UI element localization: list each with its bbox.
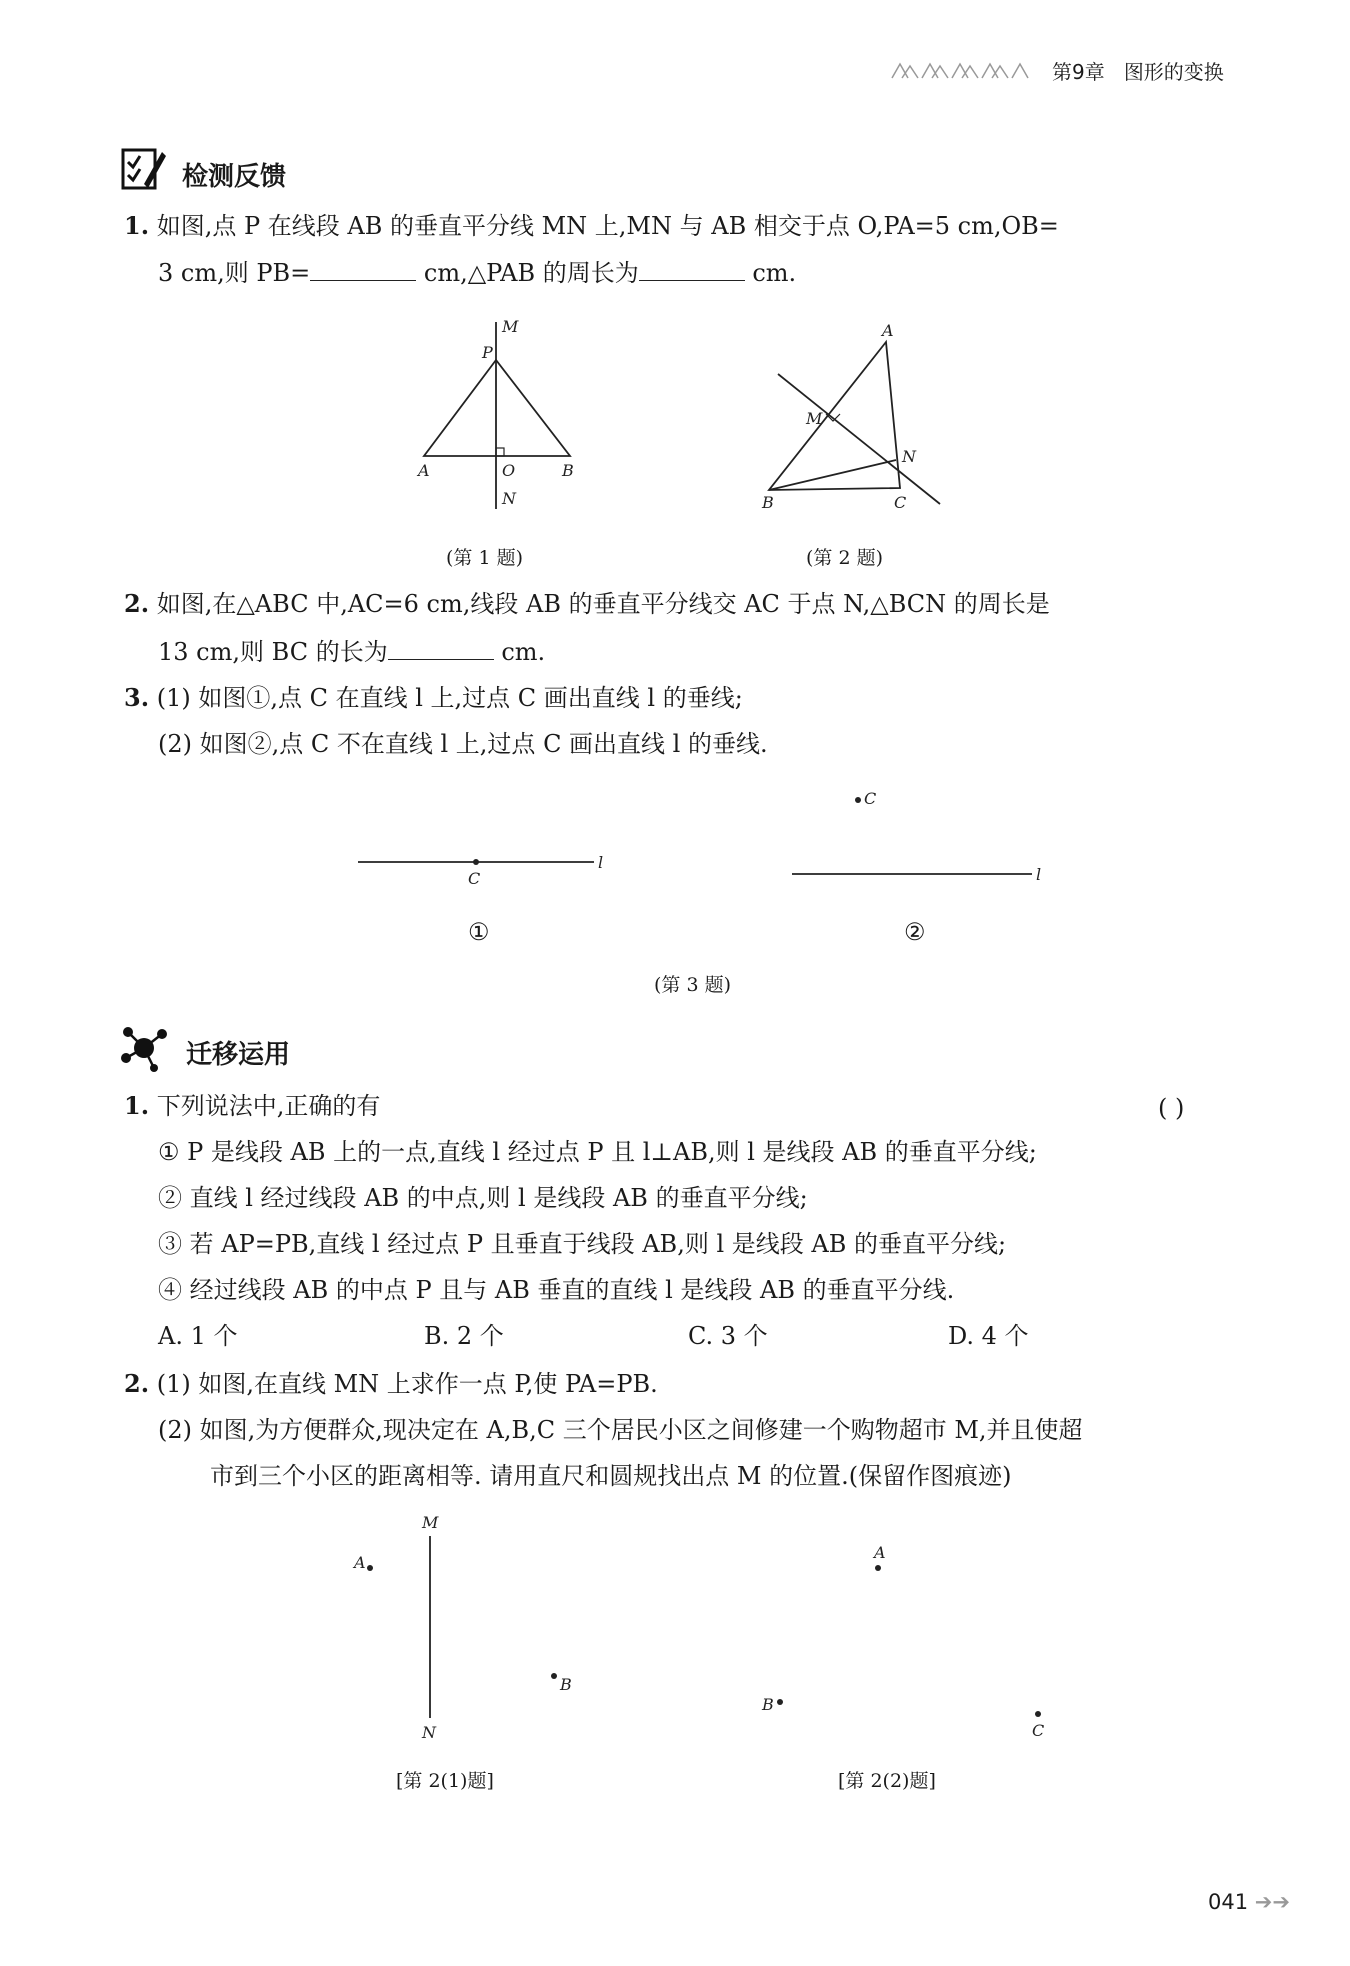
question-number: 1.	[124, 1091, 150, 1120]
option-c[interactable]: C. 3 个	[688, 1322, 768, 1350]
section-title-feedback: 检测反馈	[182, 162, 287, 192]
question-number: 2.	[124, 589, 150, 618]
question-3-line-2: (2) 如图②,点 C 不在直线 l 上,过点 C 画出直线 l 的垂线.	[158, 730, 768, 758]
label-b: B	[560, 1675, 572, 1694]
label-n: N	[502, 489, 516, 508]
question-number: 1.	[124, 211, 150, 240]
label-n: N	[902, 447, 916, 466]
option-b[interactable]: B. 2 个	[424, 1322, 504, 1350]
question-number: 2.	[124, 1369, 150, 1398]
point-a	[875, 1565, 881, 1571]
header-decoration	[890, 60, 1040, 80]
statement-3: ③ 若 AP=PB,直线 l 经过点 P 且垂直于线段 AB,则 l 是线段 AB 的垂直平分线;	[158, 1230, 1007, 1258]
point-c-2	[855, 797, 861, 803]
figure-2-2-caption: [第 2(2)题]	[838, 1770, 936, 1792]
point-b	[777, 1699, 783, 1705]
figure-2-caption: (第 2 题)	[806, 547, 883, 569]
figure-1-caption: (第 1 题)	[446, 547, 523, 569]
label-a: A	[874, 1543, 886, 1562]
option-a[interactable]: A. 1 个	[158, 1322, 238, 1350]
answer-blank[interactable]	[388, 641, 494, 660]
page-number: 041 ➔➔	[1208, 1890, 1290, 1914]
figure-2	[754, 318, 964, 518]
label-l-2: l	[1036, 865, 1042, 884]
figure-3	[350, 780, 1070, 900]
statement-1: ① P 是线段 AB 上的一点,直线 l 经过点 P 且 l⊥AB,则 l 是线段 AB 的垂直平分线;	[158, 1138, 1037, 1166]
label-l-1: l	[598, 853, 604, 872]
label-c: C	[894, 493, 907, 512]
label-b: B	[762, 493, 774, 512]
label-a: A	[882, 321, 894, 340]
figure-3-sub-2: ②	[904, 918, 926, 946]
question-1-line-1: 1. 如图,点 P 在线段 AB 的垂直平分线 MN 上,MN 与 AB 相交于点 O,PA=5 cm,OB=	[124, 211, 1059, 240]
figure-3-sub-1: ①	[468, 918, 490, 946]
statement-2: ② 直线 l 经过线段 AB 的中点,则 l 是线段 AB 的垂直平分线;	[158, 1184, 808, 1212]
question-2-line-1: 2. 如图,在△ABC 中,AC=6 cm,线段 AB 的垂直平分线交 AC 于点 N,△BCN 的周长是	[124, 589, 1050, 618]
practice-1-stem: 1. 下列说法中,正确的有	[124, 1091, 381, 1120]
label-p: P	[482, 343, 493, 362]
label-o: O	[502, 461, 516, 480]
label-a: A	[418, 461, 430, 480]
arrow-icons: ➔➔	[1254, 1890, 1290, 1914]
question-2-line-2: 13 cm,则 BC 的长为 cm.	[158, 638, 546, 666]
page-header	[1052, 56, 1224, 85]
label-m: M	[422, 1513, 439, 1532]
figure-2-1	[350, 1508, 590, 1748]
answer-parentheses[interactable]: ( )	[1158, 1094, 1185, 1122]
perpendicular-bisector	[778, 374, 940, 504]
practice-2-line-2: (2) 如图,为方便群众,现决定在 A,B,C 三个居民小区之间修建一个购物超市 M,并且使超	[158, 1416, 1083, 1444]
checklist-icon	[120, 144, 166, 192]
label-m: M	[502, 317, 519, 336]
section-title-application: 迁移运用	[186, 1040, 291, 1070]
figure-2-1-caption: [第 2(1)题]	[396, 1770, 494, 1792]
question-number: 3.	[124, 683, 150, 712]
point-c	[1035, 1711, 1041, 1717]
practice-2-line-3: 市到三个小区的距离相等. 请用直尺和圆规找出点 M 的位置.(保留作图痕迹)	[210, 1462, 1012, 1490]
figure-1	[410, 314, 590, 514]
figure-3-caption: (第 3 题)	[654, 974, 731, 996]
statement-4: ④ 经过线段 AB 的中点 P 且与 AB 垂直的直线 l 是线段 AB 的垂直平分线.	[158, 1276, 955, 1304]
label-b: B	[562, 461, 574, 480]
chapter-title: 图形的变换	[1123, 60, 1224, 84]
label-n: N	[422, 1723, 436, 1742]
figure-2-2	[750, 1540, 1070, 1740]
point-b	[551, 1673, 557, 1679]
chapter-number: 第9章	[1052, 60, 1105, 84]
triangle-abc	[769, 342, 900, 490]
question-1-line-2: 3 cm,则 PB= cm,△PAB 的周长为 cm.	[158, 259, 797, 287]
answer-blank[interactable]	[639, 262, 745, 281]
point-c-1	[473, 859, 479, 865]
triangle-pab	[424, 360, 570, 456]
molecule-icon	[120, 1024, 168, 1072]
option-d[interactable]: D. 4 个	[948, 1322, 1029, 1350]
label-c: C	[1032, 1721, 1045, 1740]
practice-2-line-1: 2. (1) 如图,在直线 MN 上求作一点 P,使 PA=PB.	[124, 1369, 658, 1398]
label-b: B	[762, 1695, 774, 1714]
label-m: M	[806, 409, 823, 428]
right-angle-mark	[496, 448, 504, 456]
label-a: A	[354, 1553, 366, 1572]
label-c-2: C	[864, 789, 877, 808]
answer-blank[interactable]	[310, 262, 416, 281]
label-c-1: C	[468, 869, 481, 888]
question-3-line-1: 3. (1) 如图①,点 C 在直线 l 上,过点 C 画出直线 l 的垂线;	[124, 683, 743, 712]
point-a	[367, 1565, 373, 1571]
